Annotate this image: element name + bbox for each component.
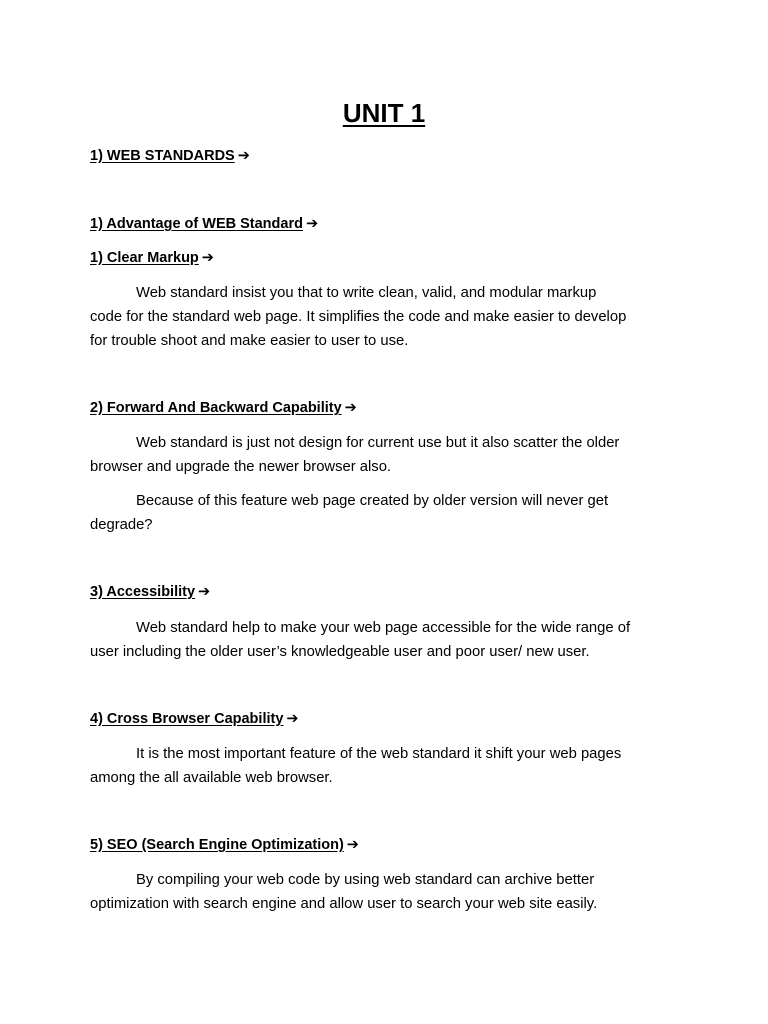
heading-cross-browser: [90, 709, 299, 729]
heading-text: 5) SEO (Search Engine Optimization): [90, 837, 344, 853]
paragraph-line: user including the older user’s knowledgeable user and poor user/ new user.: [90, 644, 590, 660]
right-arrow-icon: ➔: [346, 837, 359, 853]
heading-web-standards: [90, 146, 250, 166]
heading-text: 1) Clear Markup: [90, 250, 199, 266]
heading-text: 3) Accessibility: [90, 584, 196, 600]
right-arrow-icon: ➔: [198, 584, 211, 600]
heading-text: 1) WEB STANDARDS: [90, 148, 235, 164]
paragraph-line: Web standard insist you that to write clean, valid, and modular markup: [136, 285, 597, 301]
paragraph-forward-backward-1: [90, 431, 690, 479]
paragraph-line: Because of this feature web page created by older version will never get: [136, 493, 609, 509]
paragraph-line: optimization with search engine and allow user to search your web site easily.: [90, 896, 598, 912]
paragraph-line: for trouble shoot and make easier to user to use.: [90, 333, 409, 349]
paragraph-line: By compiling your web code by using web standard can archive better: [136, 872, 595, 888]
paragraph-line: among the all available web browser.: [90, 770, 333, 786]
heading-text: 1) Advantage of WEB Standard: [90, 216, 303, 232]
heading-clear-markup: [90, 248, 214, 268]
right-arrow-icon: ➔: [286, 711, 299, 727]
paragraph-forward-backward-2: [90, 489, 690, 537]
page-title: UNIT 1: [342, 98, 426, 128]
paragraph-accessibility: [90, 616, 690, 664]
heading-advantage: [90, 214, 318, 234]
heading-text: 2) Forward And Backward Capability: [90, 400, 342, 416]
paragraph-line: It is the most important feature of the web standard it shift your web pages: [136, 746, 622, 762]
paragraph-line: Web standard help to make your web page accessible for the wide range of: [136, 620, 631, 636]
paragraph-clear-markup: [90, 281, 690, 353]
paragraph-seo: [90, 868, 690, 916]
right-arrow-icon: ➔: [344, 400, 357, 416]
heading-accessibility: [90, 582, 210, 602]
heading-text: 4) Cross Browser Capability: [90, 711, 284, 727]
right-arrow-icon: ➔: [305, 216, 319, 232]
paragraph-line: degrade?: [90, 517, 153, 533]
right-arrow-icon: ➔: [201, 250, 214, 266]
paragraph-cross-browser: [90, 742, 690, 790]
paragraph-line: Web standard is just not design for current use but it also scatter the older: [136, 435, 620, 451]
paragraph-line: browser and upgrade the newer browser also.: [90, 459, 392, 475]
heading-forward-backward: [90, 398, 357, 418]
heading-seo: [90, 835, 359, 855]
right-arrow-icon: ➔: [237, 148, 250, 164]
paragraph-line: code for the standard web page. It simplifies the code and make easier to develop: [90, 309, 627, 325]
